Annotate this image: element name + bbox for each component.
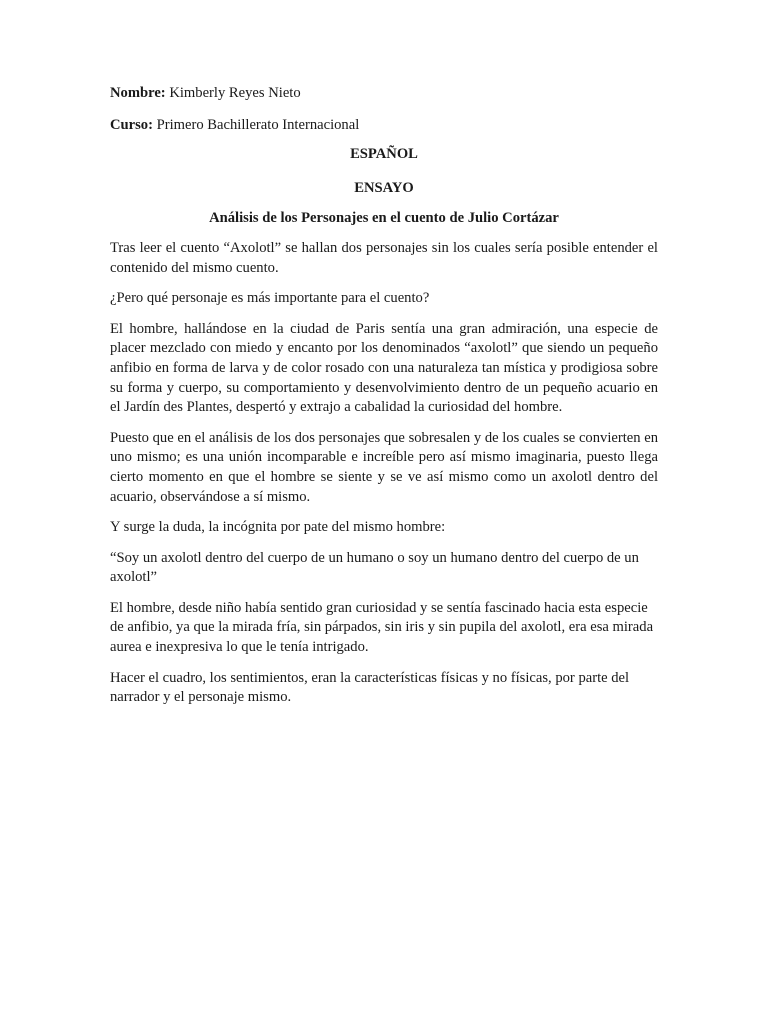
paragraph-5: Y surge la duda, la incógnita por pate del mismo hombre: <box>110 519 446 536</box>
paragraph-4: Puesto que en el análisis de los dos personajes que sobresalen y de los cuales se convierten en uno mismo; es una unión incomparable e increíble pero así mismo imaginaria, puesto llega cierto momento en que el hombre se siente y se ve así mismo como un axolotl dentro del acuario, observándose a sí mismo. <box>110 429 658 505</box>
document-page <box>110 84 658 719</box>
paragraph-7: El hombre, desde niño había sentido gran curiosidad y se sentía fascinado hacia esta especie de anfibio, ya que la mirada fría, sin párpados, sin iris y sin pupila del axolotl, era esa mirada aurea e inexpresiva lo que le tenía intrigado. <box>110 599 654 656</box>
course-line <box>110 116 658 136</box>
name-value: Kimberly Reyes Nieto <box>169 85 301 101</box>
paragraph-2: ¿Pero qué personaje es más importante para el cuento? <box>110 290 430 307</box>
course-label: Curso: <box>110 116 153 133</box>
essay-title: Análisis de los Personajes en el cuento de Julio Cortázar <box>209 210 559 227</box>
paragraph-8: Hacer el cuadro, los sentimientos, eran la características físicas y no físicas, por parte del narrador y el personaje mismo. <box>110 669 630 706</box>
paragraph-6-quote: “Soy un axolotl dentro del cuerpo de un humano o soy un humano dentro del cuerpo de un axolotl” <box>110 549 639 586</box>
paragraph-1: Tras leer el cuento “Axolotl” se hallan dos personajes sin los cuales sería posible entender el contenido del mismo cuento. <box>110 239 658 276</box>
document-type-heading: ENSAYO <box>354 179 414 196</box>
student-name-line <box>110 84 658 104</box>
subject-heading: ESPAÑOL <box>350 146 418 163</box>
name-label: Nombre: <box>110 85 166 101</box>
paragraph-3: El hombre, hallándose en la ciudad de Paris sentía una gran admiración, una especie de placer mezclado con miedo y encanto por los denominados “axolotl” que siendo un pequeño anfibio en forma de larva y de color rosado con una naturaleza tan mística y prodigiosa sobre su forma y cuerpo, su comportamiento y desenvolvimiento dentro de un pequeño acuario en el Jardín des Plantes, despertó y extrajo a cabalidad la curiosidad del hombre. <box>110 320 658 416</box>
course-value: Primero Bachillerato Internacional <box>156 116 360 133</box>
